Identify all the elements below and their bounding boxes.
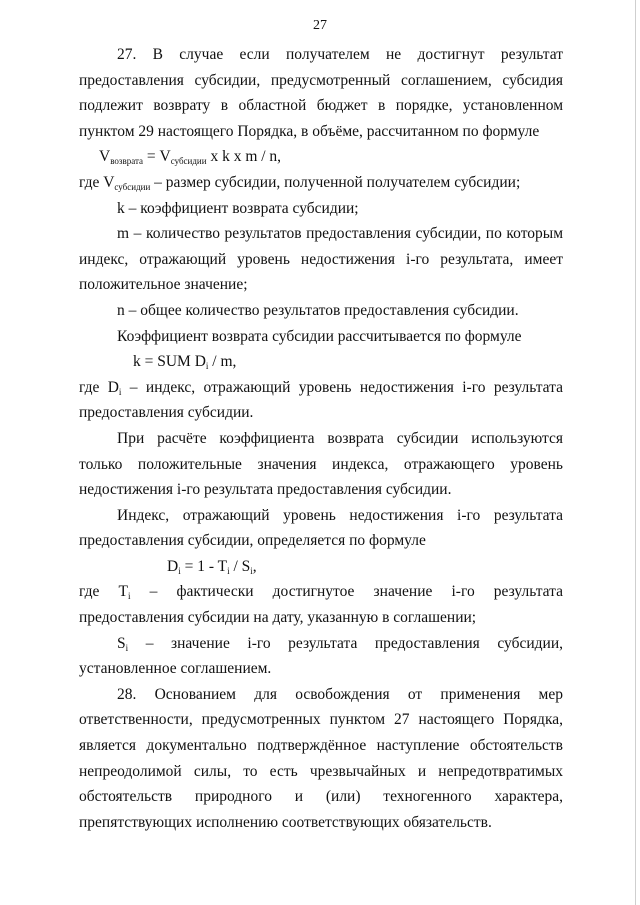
definition-s: $S_i$ – значение i-го результата предоставления субсидии, установленное соглашением. <box>79 634 563 678</box>
index-intro: Индекс, отражающий уровень недостижения i-го результата предоставления субсидии, определяется по формуле <box>79 506 563 550</box>
definition-v-subsidy: где $V_{субсидии}$ – размер субсидии, полученной получателем субсидии; <box>79 173 521 192</box>
positive-values-note: При расчёте коэффициента возврата субсидии используются только положительные значения индекса, отражающего уровень недостижения i-го результата предоставления субсидии. <box>79 429 563 499</box>
definition-d-index: где $D_i$ – индекс, отражающий уровень недостижения i-го результата предоставления субсидии. <box>79 378 563 422</box>
paragraph-27-intro: 27. В случае если получателем не достигнут результат предоставления субсидии, предусмотренный соглашением, субсидия подлежит возврату в областной бюджет в порядке, установленном пунктом 29 настоящего Порядка, в объёме, рассчитанном по формуле <box>79 46 563 140</box>
formula-index: $D_i = 1 - T_i / S_i$, <box>167 557 257 576</box>
coefficient-intro: Коэффициент возврата субсидии рассчитывается по формуле <box>117 327 522 345</box>
formula-return-volume: $V_{возврата} = V_{субсидии}$ x k x m / n, <box>99 148 282 167</box>
definition-m: m – количество результатов предоставления субсидии, по которым индекс, отражающий уровень недостижения i-го результата, имеет положительное значение; <box>79 225 563 294</box>
page-number: 27 <box>313 18 327 33</box>
formula-coefficient: k = SUM $D_i$ / m, <box>133 353 237 372</box>
definition-k: k – коэффициент возврата субсидии; <box>117 199 359 217</box>
paragraph-28: 28. Основанием для освобождения от применения мер ответственности, предусмотренных пунктом 27 настоящего Порядка, является документально подтверждённое наступление обстоятельств непреодолимой силы, то есть чрезвычайных и непредотвратимых обстоятельств природного и (или) техногенного характера, препятствующих исполнению соответствующих обязательств. <box>79 685 563 831</box>
document-body <box>79 42 563 835</box>
definition-t: где $T_i$ – фактически достигнутое значение i-го результата предоставления субсидии на дату, указанную в соглашении; <box>79 583 563 627</box>
definition-n: n – общее количество результатов предоставления субсидии. <box>117 301 519 319</box>
scan-edge-line <box>635 0 636 905</box>
